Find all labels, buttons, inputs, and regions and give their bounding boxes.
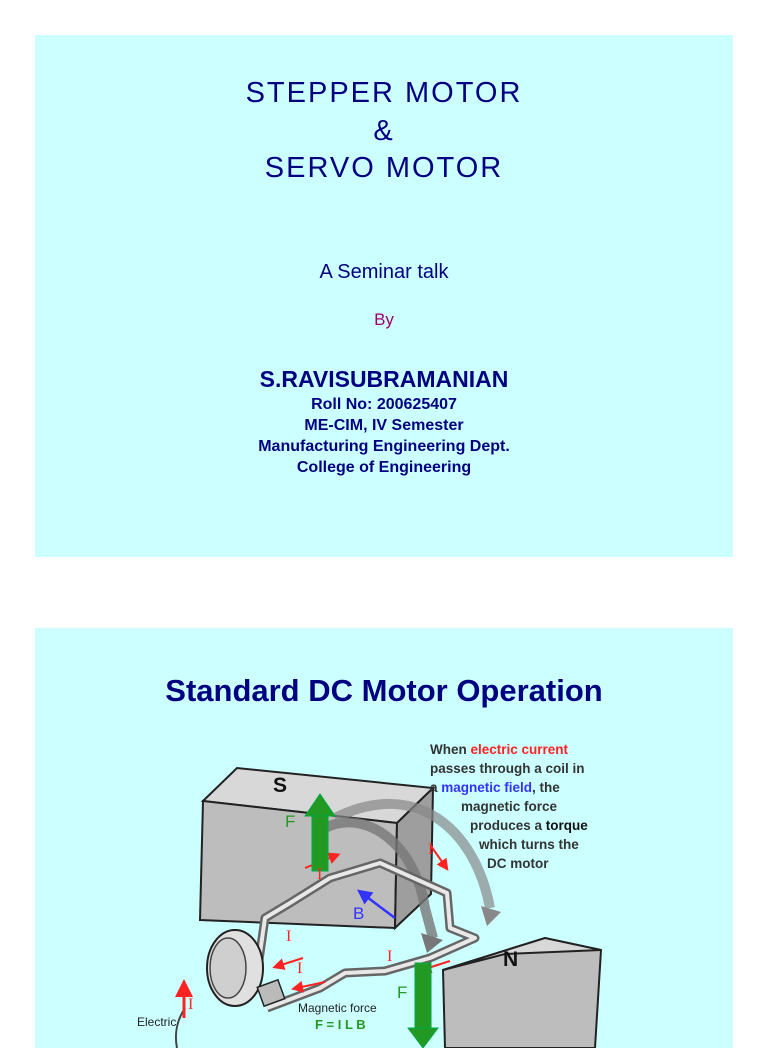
dc-motor-diagram [35,628,733,1048]
subtitle: A Seminar talk [319,261,449,283]
caption-line-2: passes through a coil in [430,761,585,776]
caption-line-5: produces a torque [470,818,588,833]
force-formula: F = I L B [315,1017,366,1032]
author-name: S.RAVISUBRAMANIAN [259,366,509,392]
department: Manufacturing Engineering Dept. [258,438,510,455]
title-slide [35,35,733,557]
caption-line-7: DC motor [487,856,549,871]
current-label-2: I [317,866,323,883]
roll-number: Roll No: 200625407 [311,396,457,413]
force-arrow-bottom [408,963,438,1048]
caption-line-6: which turns the [479,837,579,852]
field-label: B [353,904,365,923]
commutator [176,930,285,1048]
force-label-bottom: F [397,983,408,1002]
title-line-1: STEPPER MOTOR [245,77,523,109]
title-line-2: & [373,115,395,147]
magnetic-force-label: Magnetic force [298,1001,377,1015]
north-magnet [443,938,601,1048]
by-label: By [374,310,394,329]
current-label-1: I [428,841,434,858]
slide-title: Standard DC Motor Operation [165,673,603,708]
caption-line-3: a magnetic field, the [430,780,560,795]
north-pole-label: N [503,948,519,971]
course: ME-CIM, IV Semester [304,417,464,434]
current-label-3: I [387,948,393,965]
college: College of Engineering [296,459,472,476]
current-label-5: I [297,960,303,977]
title-line-3: SERVO MOTOR [264,152,504,184]
force-label-top: F [285,812,296,831]
caption-line-4: magnetic force [461,799,558,814]
caption-line-1: When electric current [430,742,569,757]
electric-label: Electric [137,1015,177,1029]
current-label-4: I [286,928,292,945]
south-pole-label: S [273,774,288,797]
dc-motor-slide [35,628,733,1048]
current-label-input: I [188,996,194,1013]
